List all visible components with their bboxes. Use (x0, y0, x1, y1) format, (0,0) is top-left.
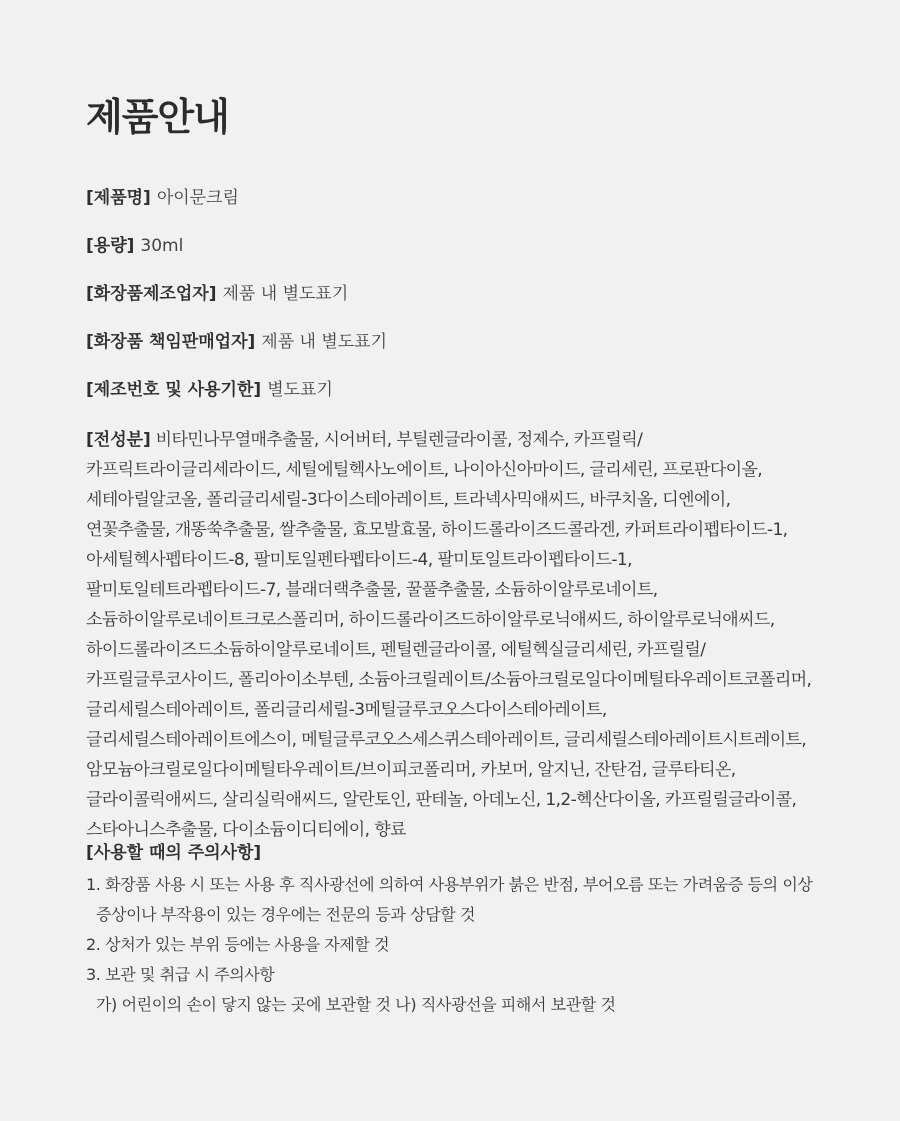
info-label: [화장품 책임판매업자] (86, 332, 256, 352)
info-label: [용량] (86, 236, 135, 256)
page-title: 제품안내 (86, 95, 229, 139)
ingredients-list: 비타민나무열매추출물, 시어버터, 부틸렌글라이콜, 정제수, 카프릴릭/카프릭트라이글리세라이드, 세틸에틸헥사노에이트, 나이아신아마이드, 글리세린, 프로판다이올, 세테아릴알코올, 폴리글리세릴-3다이스테아레이트, 트라넥사믹애씨드, 바쿠치올, 디엔에이, 연꽃추출물, 개똥쑥추출물, 쌀추출물, 효모발효물, 하이드롤라이즈드콜라겐, 카퍼트라이펩타이드-1, 아세틸헥사펩타이드-8, 팔미토일펜타펩타이드-4, 팔미토일트라이펩타이드-1, 팔미토일테트라펩타이드-7, 블래더랙추출물, 꿀풀추출물, 소듐하이알루로네이트, 소듐하이알루로네이트크로스폴리머, 하이드롤라이즈드하이알루로닉애씨드, 하이알루로닉애씨드, 하이드롤라이즈드소듐하이알루로네이트, 펜틸렌글라이콜, 에틸헥실글리세린, 카프릴릴/카프릴글루코사이드, 폴리아이소부텐, 소듐아크릴레이트/소듐아크릴로일다이메틸타우레이트코폴리머, 글리세릴스테아레이트, 폴리글리세릴-3메틸글루코오스다이스테아레이트, 글리세릴스테아레이트에스이, 메틸글루코오스세스퀴스테아레이트, 글리세릴스테아레이트시트레이트, 암모늄아크릴로일다이메틸타우레이트/브이피코폴리머, 카보머, 알지닌, 잔탄검, 글루타티온, 글라이콜릭애씨드, 살리실릭애씨드, 알란토인, 판테놀, 아데노신, 1,2-헥산다이올, 카프릴릴글라이콜, 스타아니스추출물, 다이소듐이디티에이, 향료 (86, 430, 812, 840)
info-value: 별도표기 (267, 380, 333, 400)
caution-item-continuation: 가) 어린이의 손이 닿지 않는 곳에 보관할 것 나) 직사광선을 피해서 보관할 것 (96, 995, 616, 1014)
caution-label: [사용할 때의 주의사항] (86, 843, 262, 863)
caution-item: 2. 상처가 있는 부위 등에는 사용을 자제할 것 (86, 935, 390, 954)
caution-item-continuation: 증상이나 부작용이 있는 경우에는 전문의 등과 상담할 것 (96, 905, 476, 924)
info-row-volume (86, 234, 816, 258)
info-label: [제조번호 및 사용기한] (86, 380, 262, 400)
caution-item: 1. 화장품 사용 시 또는 사용 후 직사광선에 의하여 사용부위가 붉은 반점, 부어오름 또는 가려움증 등의 이상 (86, 875, 813, 894)
info-label: [제품명] (86, 188, 151, 208)
caution-item: 3. 보관 및 취급 시 주의사항 (86, 965, 275, 984)
info-value: 제품 내 별도표기 (261, 332, 388, 352)
info-value: 아이문크림 (156, 188, 239, 208)
caution-section (86, 838, 826, 1020)
ingredients-section (86, 425, 816, 845)
info-label: [화장품제조업자] (86, 284, 217, 304)
info-value: 제품 내 별도표기 (222, 284, 349, 304)
ingredients-label: [전성분] (86, 430, 151, 450)
info-row-batch-expiry (86, 378, 816, 402)
info-row-product-name (86, 186, 816, 210)
info-value: 30ml (140, 236, 184, 256)
info-row-distributor (86, 330, 816, 354)
info-row-manufacturer (86, 282, 816, 306)
